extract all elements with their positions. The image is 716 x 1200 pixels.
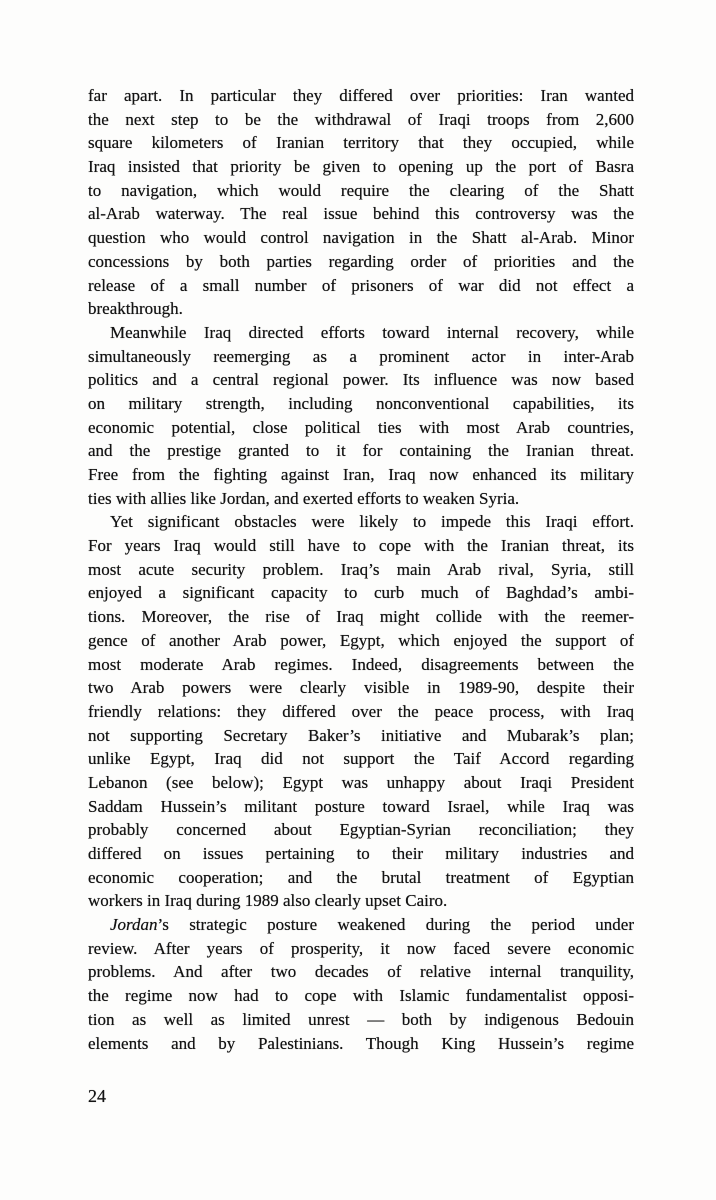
paragraph (88, 84, 634, 321)
text-line: the next step to be the withdrawal of Iraqi troops from 2,600 (88, 109, 634, 129)
text-line: workers in Iraq during 1989 also clearly upset Cairo. (88, 891, 448, 911)
paragraph (88, 913, 634, 1055)
text-line: breakthrough. (88, 299, 183, 319)
text-line: Lebanon (see below); Egypt was unhappy about Iraqi President (88, 772, 634, 792)
text-line: far apart. In particular they differed over priorities: Iran wanted (88, 86, 634, 105)
text-line: enjoyed a significant capacity to curb much of Baghdad’s ambi- (88, 583, 634, 603)
text-line: two Arab powers were clearly visible in 1989-90, despite their (88, 678, 634, 698)
text-line: politics and a central regional power. Its influence was now based (88, 370, 634, 390)
text-line: Free from the fighting against Iran, Iraq now enhanced its military (88, 465, 634, 484)
text-line: Yet significant obstacles were likely to impede this Iraqi effort. (110, 512, 634, 532)
text-line: differed on issues pertaining to their military industries and (88, 844, 634, 863)
text-line: unlike Egypt, Iraq did not support the Taif Accord regarding (88, 749, 634, 769)
text-line: most moderate Arab regimes. Indeed, disagreements between the (88, 654, 634, 674)
text-line: simultaneously reemerging as a prominent actor in inter-Arab (88, 346, 634, 366)
italic-text: Jordan (110, 915, 158, 935)
text-line: Jordan’s strategic posture weakened during the period under (110, 915, 634, 935)
paragraph (88, 321, 634, 511)
text-line: Saddam Hussein’s militant posture toward Israel, while Iraq was (88, 796, 634, 816)
paragraph (88, 510, 634, 913)
text-line: economic cooperation; and the brutal treatment of Egyptian (88, 867, 634, 887)
text-line: gence of another Arab power, Egypt, which enjoyed the support of (88, 630, 634, 650)
text-line: probably concerned about Egyptian-Syrian reconciliation; they (88, 820, 634, 840)
text-line: to navigation, which would require the clearing of the Shatt (88, 180, 634, 200)
text-line: problems. And after two decades of relative internal tranquility, (88, 962, 634, 982)
text-line: elements and by Palestinians. Though King Hussein’s regime (88, 1033, 634, 1053)
text-line: on military strength, including nonconventional capabilities, its (88, 393, 634, 413)
text-line: most acute security problem. Iraq’s main Arab rival, Syria, still (88, 559, 634, 579)
page-number: 24 (88, 1086, 106, 1106)
text-line: concessions by both parties regarding order of priorities and the (88, 251, 634, 271)
text-line: and the prestige granted to it for containing the Iranian threat. (88, 441, 634, 461)
text-line: al-Arab waterway. The real issue behind this controversy was the (88, 204, 634, 224)
text-line: release of a small number of prisoners of war did not effect a (88, 275, 634, 295)
text-line: ties with allies like Jordan, and exerted efforts to weaken Syria. (88, 488, 520, 508)
text-line: tions. Moreover, the rise of Iraq might collide with the reemer- (88, 607, 634, 627)
text-line: Meanwhile Iraq directed efforts toward internal recovery, while (110, 322, 634, 342)
text-line: tion as well as limited unrest — both by indigenous Bedouin (88, 1009, 634, 1029)
text-line: question who would control navigation in the Shatt al-Arab. Minor (88, 228, 634, 248)
text-line: not supporting Secretary Baker’s initiative and Mubarak’s plan; (88, 725, 634, 745)
text-line: square kilometers of Iranian territory that they occupied, while (88, 133, 634, 153)
text-line: friendly relations: they differed over the peace process, with Iraq (88, 701, 634, 721)
text-line: review. After years of prosperity, it now faced severe economic (88, 938, 634, 958)
text-line: the regime now had to cope with Islamic fundamentalist opposi- (88, 986, 634, 1006)
text-line: economic potential, close political ties with most Arab countries, (88, 417, 634, 437)
text-line: For years Iraq would still have to cope with the Iranian threat, its (88, 536, 634, 556)
text-line: Iraq insisted that priority be given to opening up the port of Basra (88, 157, 634, 177)
body-text (88, 84, 634, 1055)
